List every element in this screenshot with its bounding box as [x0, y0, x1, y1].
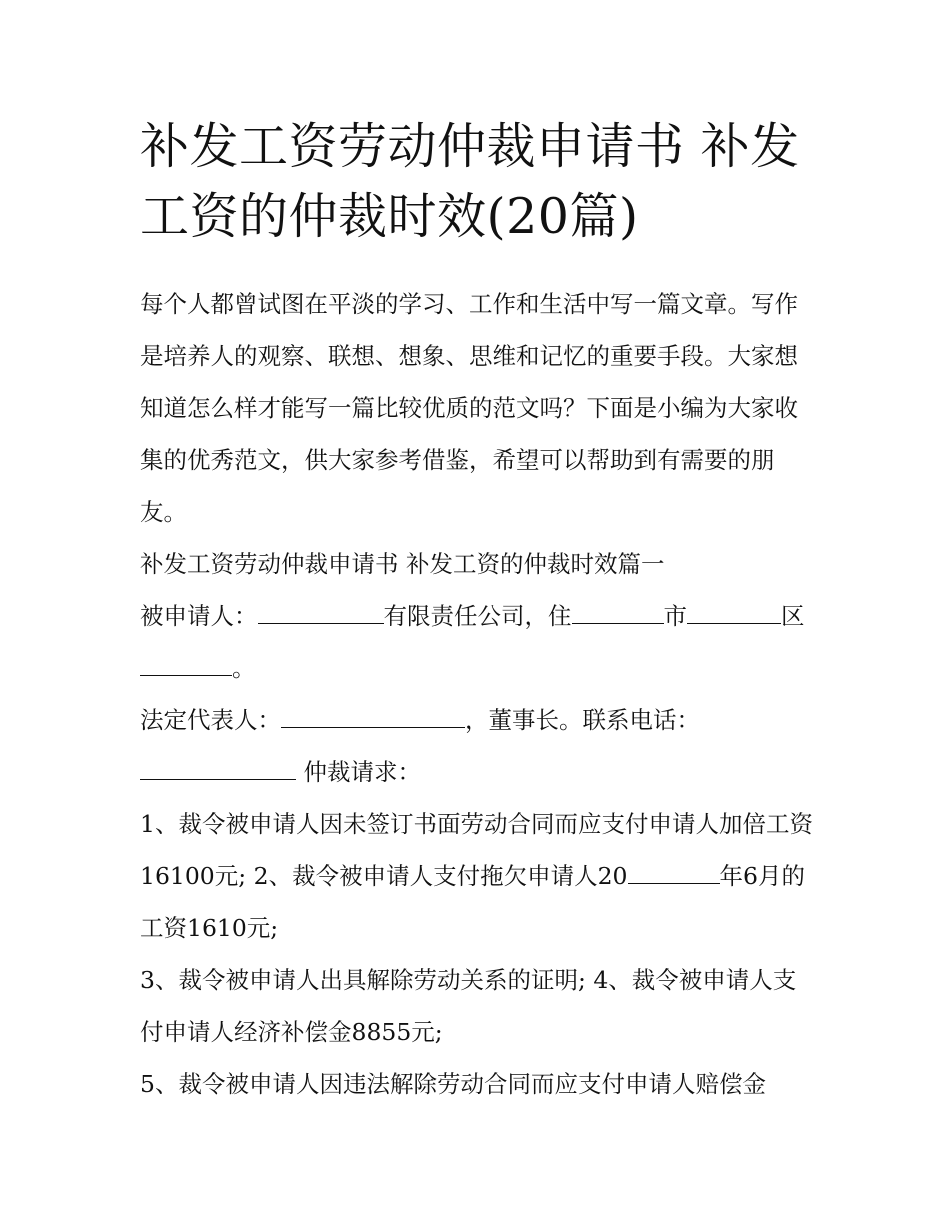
- city-blank: [572, 601, 664, 624]
- request-1-2: [140, 798, 816, 954]
- address-blank: [140, 653, 232, 676]
- intro-paragraph: 每个人都曾试图在平淡的学习、工作和生活中写一篇文章。写作是培养人的观察、联想、想象、思维和记忆的重要手段。大家想知道怎么样才能写一篇比较优质的范文吗？下面是小编为大家收集的优秀范文，供大家参考借鉴，希望可以帮助到有需要的朋友。: [140, 290, 798, 526]
- city-label: 市: [663, 602, 687, 630]
- section-heading: 补发工资劳动仲裁申请书 补发工资的仲裁时效篇一: [140, 550, 665, 578]
- legal-rep-label: 法定代表人：: [140, 706, 281, 734]
- legal-rep-line: [140, 694, 816, 798]
- document-title: 补发工资劳动仲裁申请书 补发工资的仲裁时效(20篇): [140, 118, 800, 245]
- respondent-line: [140, 590, 816, 694]
- year-blank: [628, 861, 720, 884]
- request-1-2-text: 1、裁令被申请人因未签订书面劳动合同而应支付申请人加倍工资16100元; 2、裁令被申请人支付拖欠申请人20: [140, 810, 813, 890]
- company-name-blank: [258, 601, 384, 624]
- request-1-2-end: 年6月的工资1610元;: [140, 862, 805, 942]
- respondent-end: 。: [232, 654, 256, 682]
- legal-rep-suffix: ，董事长。联系电话：: [465, 706, 700, 734]
- respondent-label: 被申请人：: [140, 602, 258, 630]
- request-5: 5、裁令被申请人因违法解除劳动合同而应支付申请人赔偿金: [140, 1070, 766, 1098]
- legal-rep-blank: [281, 705, 465, 728]
- requests-label: 仲裁请求：: [296, 758, 421, 786]
- phone-blank: [140, 757, 296, 780]
- document-page: [140, 112, 816, 1110]
- district-name-blank: [687, 601, 781, 624]
- request-3-4: 3、裁令被申请人出具解除劳动关系的证明; 4、裁令被申请人支付申请人经济补偿金8855元;: [140, 966, 797, 1046]
- district-label: 区: [781, 602, 805, 630]
- company-suffix: 有限责任公司，住: [383, 602, 572, 630]
